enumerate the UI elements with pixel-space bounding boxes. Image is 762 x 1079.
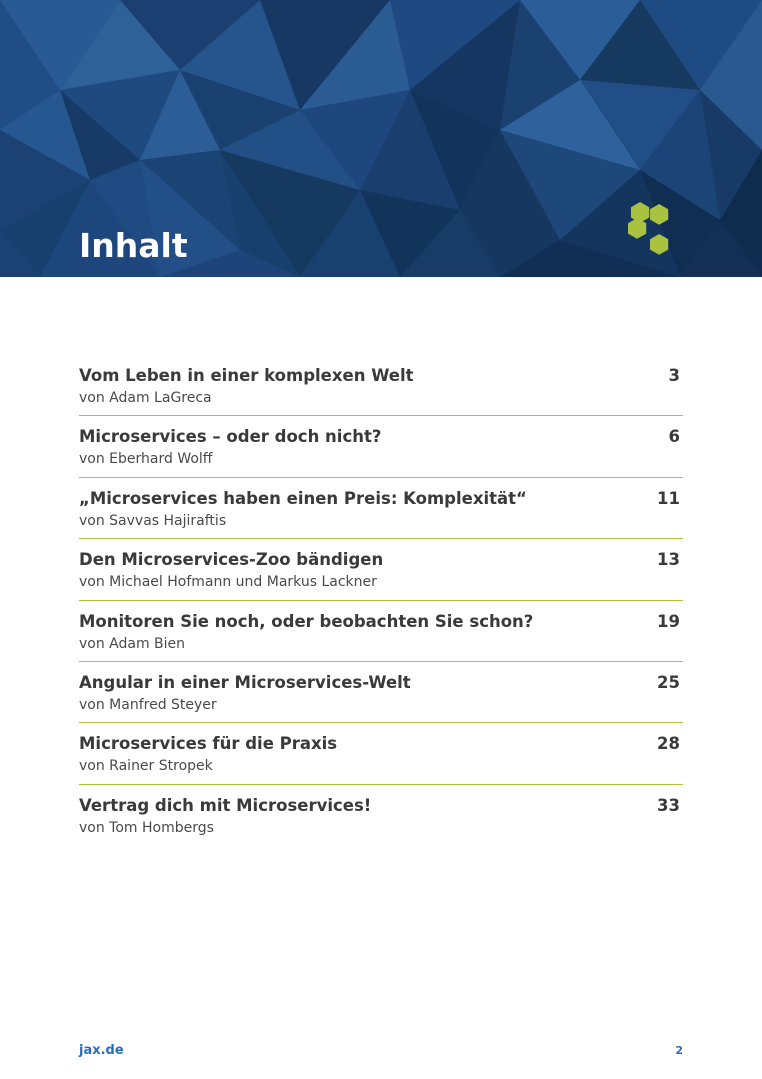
hexagon-cluster-icon <box>624 202 686 264</box>
page-title: Inhalt <box>79 226 188 265</box>
header-banner <box>0 0 762 277</box>
toc-item[interactable] <box>79 662 683 723</box>
toc-item-title: Vertrag dich mit Microservices! <box>79 795 372 815</box>
footer-page-number: 2 <box>675 1044 683 1057</box>
toc-item[interactable] <box>79 355 683 416</box>
toc-item[interactable] <box>79 416 683 477</box>
toc-item-page: 33 <box>657 795 680 815</box>
toc-item-page: 6 <box>668 427 680 447</box>
toc-item-author: von Tom Hombergs <box>79 819 214 836</box>
toc-item[interactable] <box>79 478 683 539</box>
toc-item-author: von Rainer Stropek <box>79 758 213 775</box>
toc-item-title: „Microservices haben einen Preis: Komplexität“ <box>79 488 527 508</box>
toc-item[interactable] <box>79 601 683 662</box>
toc-item-author: von Eberhard Wolff <box>79 451 213 468</box>
toc-item-title: Den Microservices-Zoo bändigen <box>79 550 384 570</box>
toc-item-page: 3 <box>668 366 680 385</box>
toc-item-author: von Manfred Steyer <box>79 696 217 713</box>
toc-item-author: von Adam Bien <box>79 635 186 652</box>
toc-item[interactable] <box>79 785 683 846</box>
toc-item-page: 13 <box>657 550 680 570</box>
toc-item-author: von Savvas Hajiraftis <box>79 512 227 529</box>
toc-item-page: 25 <box>657 672 680 692</box>
toc-item-page: 11 <box>657 488 680 508</box>
toc-item[interactable] <box>79 723 683 784</box>
toc-item-page: 28 <box>657 734 680 754</box>
footer-link[interactable]: jax.de <box>79 1043 124 1058</box>
toc-item-title: Monitoren Sie noch, oder beobachten Sie schon? <box>79 611 534 631</box>
toc-item-page: 19 <box>657 611 680 631</box>
toc-item-title: Vom Leben in einer komplexen Welt <box>79 366 414 385</box>
toc-item-author: von Michael Hofmann und Markus Lackner <box>79 574 377 591</box>
toc-item-author: von Adam LaGreca <box>79 390 212 406</box>
table-of-contents <box>79 355 683 846</box>
toc-item-title: Microservices – oder doch nicht? <box>79 427 382 447</box>
toc-item[interactable] <box>79 539 683 600</box>
toc-item-title: Angular in einer Microservices-Welt <box>79 672 411 692</box>
toc-item-title: Microservices für die Praxis <box>79 734 338 754</box>
